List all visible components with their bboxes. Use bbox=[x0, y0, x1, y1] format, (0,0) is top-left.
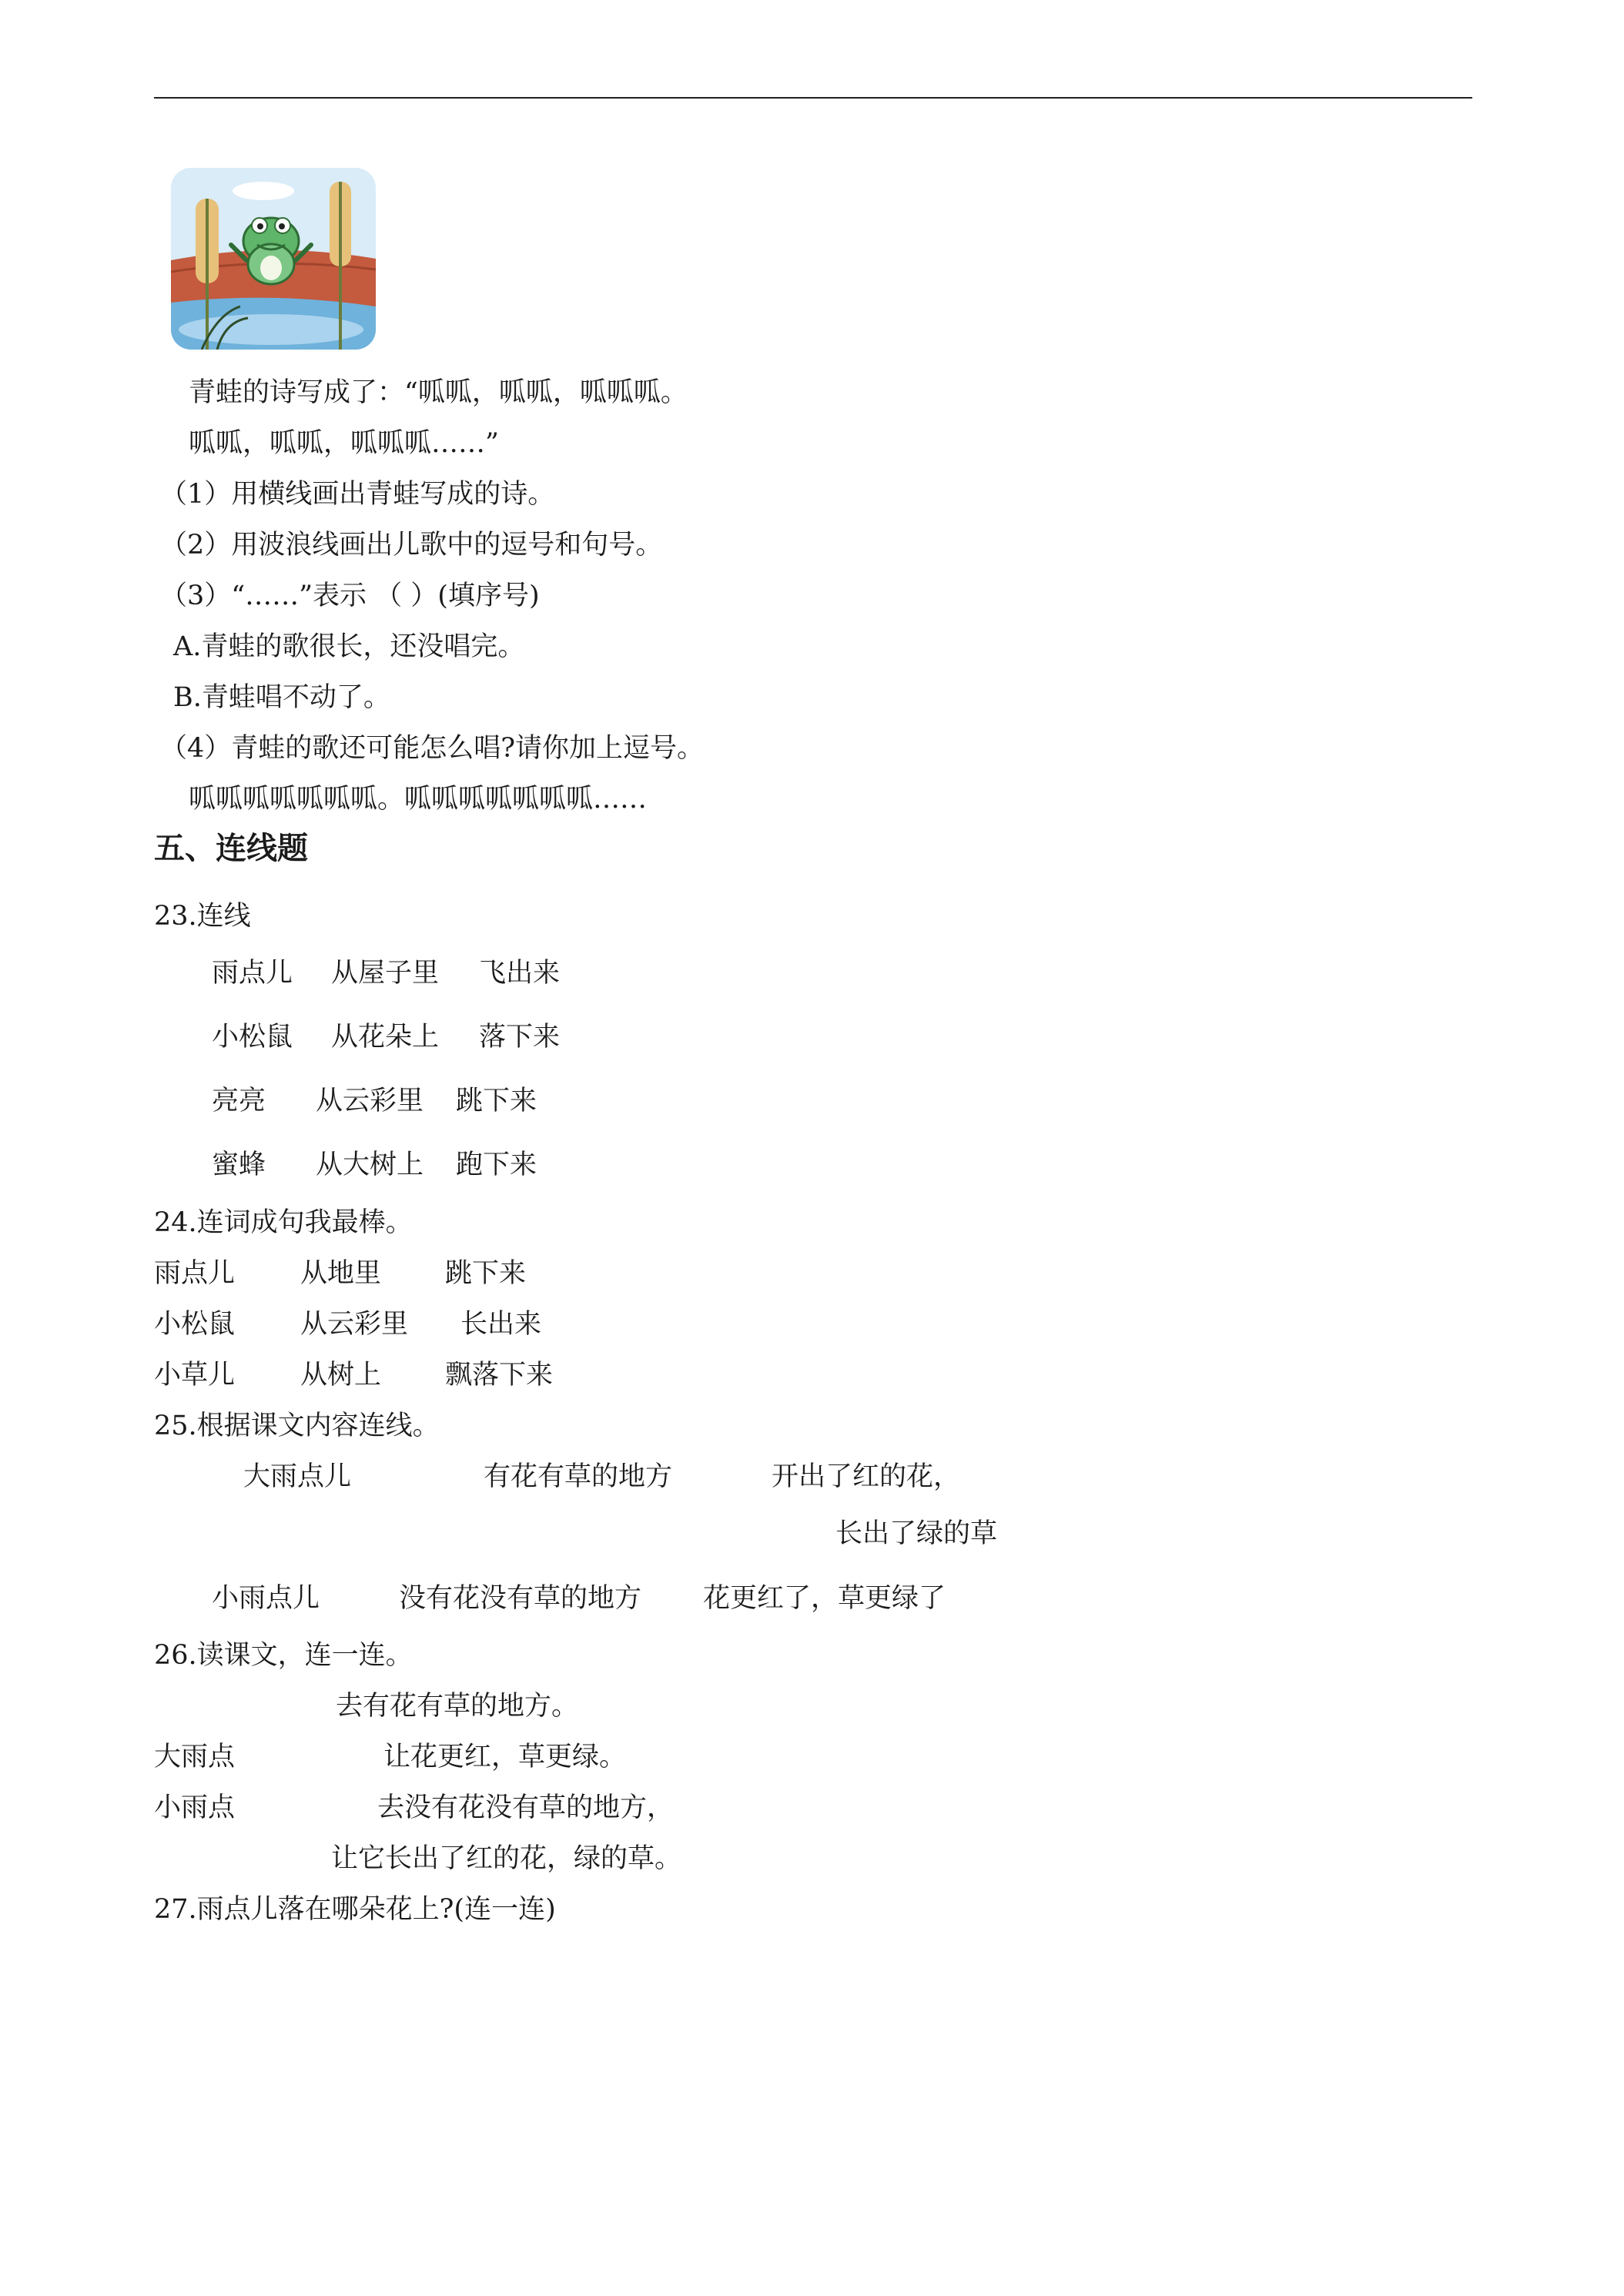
q23-r3-c1: 亮亮 bbox=[212, 1086, 266, 1116]
q24-title: 24.连词成句我最棒。 bbox=[154, 1207, 413, 1238]
question-1: （1）用横线画出青蛙写成的诗。 bbox=[160, 479, 555, 510]
q23-r1-c2: 从屋子里 bbox=[331, 958, 440, 989]
q26-right-4: 让它长出了红的花，绿的草。 bbox=[331, 1843, 682, 1874]
q26-right-1: 去有花有草的地方。 bbox=[336, 1691, 579, 1722]
question-4: （4）青蛙的歌还可能怎么唱?请你加上逗号。 bbox=[160, 733, 705, 764]
question-4-text: 呱呱呱呱呱呱呱。呱呱呱呱呱呱呱…… bbox=[189, 784, 648, 815]
q24-r3-c3: 飘落下来 bbox=[445, 1360, 554, 1391]
q25-r2-c3: 花更红了，草更绿了 bbox=[703, 1583, 946, 1614]
q24-r1-c1: 雨点儿 bbox=[154, 1258, 236, 1289]
q26-left-2: 小雨点 bbox=[154, 1792, 236, 1823]
q25-r1-c1: 大雨点儿 bbox=[243, 1461, 352, 1492]
q23-r2-c2: 从花朵上 bbox=[331, 1022, 440, 1053]
q23-r4-c1: 蜜蜂 bbox=[212, 1150, 266, 1180]
poem-line-2: 呱呱，呱呱，呱呱呱……” bbox=[189, 428, 499, 459]
q26-right-3: 去没有花没有草的地方， bbox=[377, 1792, 675, 1823]
q26-right-2: 让花更红，草更绿。 bbox=[383, 1742, 627, 1772]
option-a: A.青蛙的歌很长，还没唱完。 bbox=[173, 631, 525, 662]
q25-r1-c3b: 长出了绿的草 bbox=[835, 1518, 998, 1549]
q25-r2-c2: 没有花没有草的地方 bbox=[399, 1583, 642, 1614]
q24-r3-c1: 小草儿 bbox=[154, 1360, 236, 1391]
q23-title: 23.连线 bbox=[154, 901, 251, 932]
q23-r2-c3: 落下来 bbox=[479, 1022, 561, 1053]
q24-r3-c2: 从树上 bbox=[300, 1360, 382, 1391]
q23-r3-c2: 从云彩里 bbox=[316, 1086, 424, 1116]
q25-title: 25.根据课文内容连线。 bbox=[154, 1411, 440, 1441]
section-title: 五、连线题 bbox=[154, 831, 308, 866]
q24-r1-c2: 从地里 bbox=[300, 1258, 382, 1289]
q25-r1-c2: 有花有草的地方 bbox=[484, 1461, 673, 1492]
question-3: （3）“……”表示 （ ）(填序号) bbox=[160, 581, 540, 611]
q24-r2-c1: 小松鼠 bbox=[154, 1309, 236, 1340]
q25-r1-c3: 开出了红的花， bbox=[772, 1461, 961, 1492]
q26-title: 26.读课文，连一连。 bbox=[154, 1640, 413, 1671]
q24-r2-c3: 长出来 bbox=[460, 1309, 542, 1340]
q24-r1-c3: 跳下来 bbox=[445, 1258, 527, 1289]
q25-r2-c1: 小雨点儿 bbox=[212, 1583, 320, 1614]
q23-r3-c3: 跳下来 bbox=[456, 1086, 537, 1116]
q26-left-1: 大雨点 bbox=[154, 1742, 236, 1772]
q23-r2-c1: 小松鼠 bbox=[212, 1022, 293, 1053]
option-b: B.青蛙唱不动了。 bbox=[173, 682, 390, 713]
q24-r2-c2: 从云彩里 bbox=[300, 1309, 409, 1340]
frog-illustration bbox=[171, 168, 376, 350]
q27-title: 27.雨点儿落在哪朵花上?(连一连) bbox=[154, 1894, 556, 1925]
poem-line-1: 青蛙的诗写成了：“呱呱，呱呱，呱呱呱。 bbox=[189, 377, 688, 408]
q23-r4-c3: 跑下来 bbox=[456, 1150, 537, 1180]
q23-r1-c1: 雨点儿 bbox=[212, 958, 293, 989]
q23-r4-c2: 从大树上 bbox=[316, 1150, 424, 1180]
q23-r1-c3: 飞出来 bbox=[479, 958, 561, 989]
header-rule bbox=[154, 97, 1472, 99]
question-2: （2）用波浪线画出儿歌中的逗号和句号。 bbox=[160, 530, 663, 561]
